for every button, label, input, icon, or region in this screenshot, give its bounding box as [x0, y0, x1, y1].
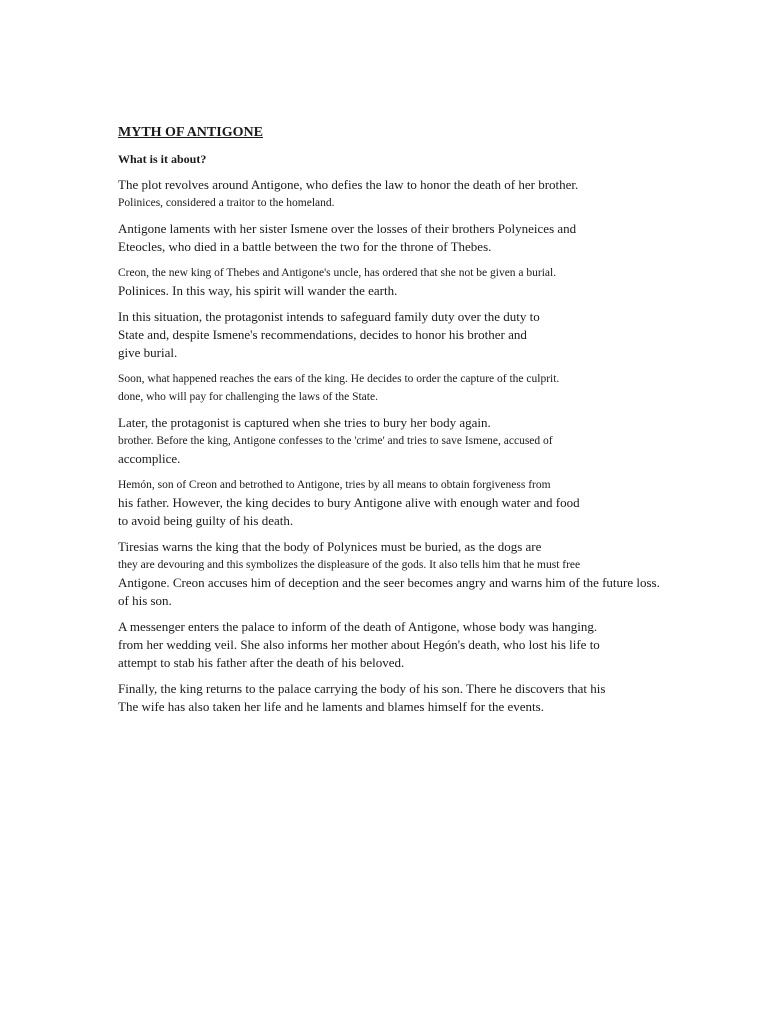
paragraph-line: done, who will pay for challenging the laws of the State. — [118, 391, 378, 403]
paragraph-line: of his son. — [118, 593, 172, 608]
paragraph-line: from her wedding veil. She also informs her mother about Hegón's death, who lost his life to — [118, 637, 600, 652]
paragraph — [118, 618, 708, 672]
paragraph-line: to avoid being guilty of his death. — [118, 513, 294, 528]
paragraph-line: they are devouring and this symbolizes the displeasure of the gods. It also tells him that he must free — [118, 559, 581, 571]
paragraph — [118, 308, 708, 362]
document-page — [118, 124, 708, 724]
paragraph-line: Later, the protagonist is captured when she tries to bury her body again. — [118, 415, 491, 430]
paragraph-line: attempt to stab his father after the death of his beloved. — [118, 655, 405, 670]
paragraph-line: Polinices, considered a traitor to the homeland. — [118, 197, 335, 209]
paragraph-line: Antigone laments with her sister Ismene over the losses of their brothers Polyneices and — [118, 221, 577, 236]
paragraph — [118, 538, 708, 610]
paragraph — [118, 370, 708, 406]
paragraph-line: The wife has also taken her life and he laments and blames himself for the events. — [118, 699, 544, 714]
paragraph-line: brother. Before the king, Antigone confesses to the 'crime' and tries to save Ismene, accused of — [118, 435, 553, 447]
document-title: MYTH OF ANTIGONE — [118, 125, 263, 140]
paragraph-line: Antigone. Creon accuses him of deception and the seer becomes angry and warns him of the future loss. — [118, 575, 660, 590]
paragraph-line: his father. However, the king decides to bury Antigone alive with enough water and food — [118, 495, 580, 510]
document-body — [118, 176, 708, 716]
paragraph-line: Tiresias warns the king that the body of Polynices must be buried, as the dogs are — [118, 539, 542, 554]
paragraph-line: Soon, what happened reaches the ears of the king. He decides to order the capture of the culprit. — [118, 373, 560, 385]
paragraph-line: Polinices. In this way, his spirit will wander the earth. — [118, 283, 398, 298]
paragraph — [118, 476, 708, 530]
document-subtitle: What is it about? — [118, 152, 207, 166]
paragraph-line: In this situation, the protagonist intends to safeguard family duty over the duty to — [118, 309, 540, 324]
paragraph-line: Finally, the king returns to the palace carrying the body of his son. There he discovers that his — [118, 681, 606, 696]
paragraph-line: State and, despite Ismene's recommendations, decides to honor his brother and — [118, 327, 527, 342]
paragraph-line: Creon, the new king of Thebes and Antigone's uncle, has ordered that she not be given a burial. — [118, 267, 557, 279]
paragraph — [118, 264, 708, 300]
paragraph-line: give burial. — [118, 345, 178, 360]
paragraph — [118, 680, 708, 716]
paragraph-line: Hemón, son of Creon and betrothed to Antigone, tries by all means to obtain forgiveness from — [118, 479, 551, 491]
paragraph-line: A messenger enters the palace to inform of the death of Antigone, whose body was hanging. — [118, 619, 598, 634]
paragraph-line: accomplice. — [118, 451, 181, 466]
paragraph-line: Eteocles, who died in a battle between the two for the throne of Thebes. — [118, 239, 492, 254]
paragraph — [118, 176, 708, 212]
paragraph — [118, 220, 708, 256]
paragraph — [118, 414, 708, 468]
paragraph-line: The plot revolves around Antigone, who defies the law to honor the death of her brother. — [118, 177, 579, 192]
